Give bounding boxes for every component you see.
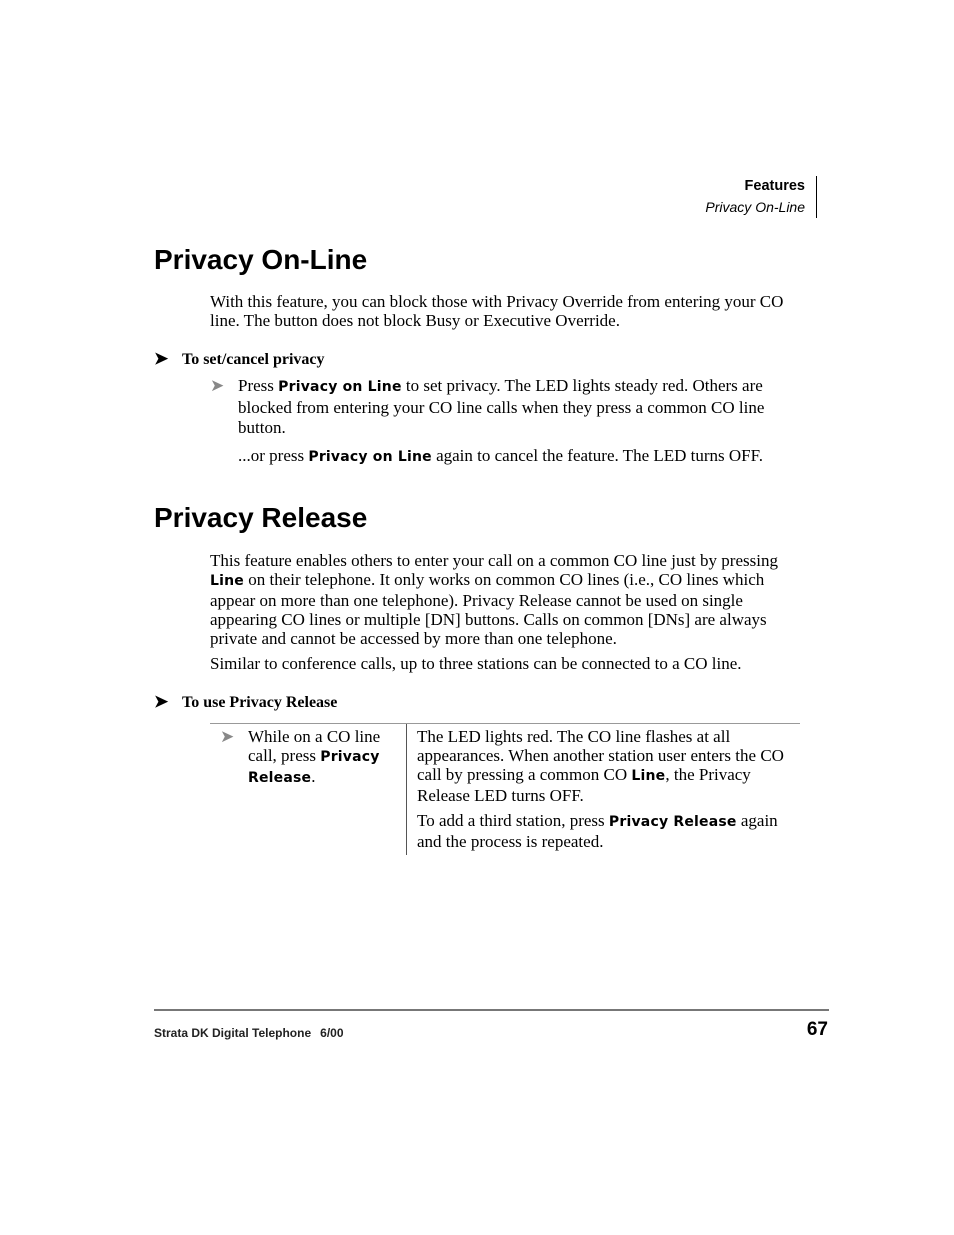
procedure-heading-set-cancel <box>154 349 325 369</box>
table-column-divider <box>406 724 407 855</box>
page-number: 67 <box>806 1019 828 1040</box>
section-title-privacy-release: Privacy Release <box>154 502 368 533</box>
cancel-text-pre: ...or press <box>238 446 309 465</box>
privacy-on-line-cancel-button-label: Privacy on Line <box>308 449 432 465</box>
step-cancel-privacy <box>238 446 798 467</box>
action-text-post: . <box>311 767 316 786</box>
line-button-label: Line <box>210 573 244 589</box>
step-set-privacy <box>238 376 783 439</box>
step-text-post: to set privacy. The LED lights steady red. Others are blocked from entering your CO line calls when they press a common CO line button. <box>238 376 765 437</box>
result2-text-post: again and the process is repeated. <box>417 811 778 851</box>
table-top-rule <box>210 723 800 724</box>
step-arrow-icon: ➤ <box>210 376 225 395</box>
section-intro-privacy-release <box>210 551 800 648</box>
privacy-on-line-button-label: Privacy on Line <box>278 379 402 395</box>
procedure-heading-use-release <box>154 692 337 712</box>
section-intro-privacy-online: With this feature, you can block those with Privacy Override from entering your CO line. The button does not block Busy or Executive Override. <box>210 292 784 330</box>
table-cell-result-2 <box>417 811 795 851</box>
cancel-text-post: again to cancel the feature. The LED turns OFF. <box>431 446 763 465</box>
table-cell-result-1 <box>417 727 795 805</box>
footer-rule <box>154 1009 829 1011</box>
procedure-arrow-icon: ➤ <box>154 692 169 711</box>
privacy-release-button-label: Privacy Release <box>608 814 737 830</box>
result1-text-post: , the Privacy Release LED turns OFF. <box>417 765 751 805</box>
line-button-label: Line <box>631 768 666 784</box>
action-text-pre: While on a CO line call, press <box>248 727 381 765</box>
procedure-arrow-icon: ➤ <box>154 349 169 368</box>
running-header-chapter: Features <box>744 178 805 194</box>
result2-text-pre: To add a third station, press <box>417 811 609 830</box>
result1-text-pre: The LED lights red. The CO line flashes at all appearances. When another station user enters the CO call by pressing a common CO <box>417 727 784 784</box>
section-title-privacy-online: Privacy On-Line <box>154 244 368 275</box>
step-text-pre: Press <box>238 376 279 395</box>
release-intro-post: on their telephone. It only works on common CO lines (i.e., CO lines which appear on more than one telephone). Privacy Release cannot be used on single appearing CO lines or multiple [DN] buttons. Calls on common [DNs] are always private and cannot be accessed by more than one telephone. <box>210 570 767 648</box>
procedure-heading-text: To use Privacy Release <box>182 694 338 711</box>
running-header-section: Privacy On-Line <box>705 199 805 215</box>
release-intro-pre: This feature enables others to enter your call on a common CO line just by pressing <box>210 551 778 570</box>
procedure-heading-text: To set/cancel privacy <box>182 351 325 368</box>
footer-doc-title: Strata DK Digital Telephone <box>154 1026 312 1040</box>
table-cell-action <box>248 727 396 788</box>
running-header <box>705 176 817 218</box>
footer-doc-info <box>154 1026 353 1040</box>
step-arrow-icon: ➤ <box>220 727 235 746</box>
privacy-release-button-label: Privacy Release <box>248 749 380 786</box>
section-intro2-privacy-release: Similar to conference calls, up to three stations can be connected to a CO line. <box>210 654 742 673</box>
footer-doc-date: 6/00 <box>320 1026 344 1040</box>
